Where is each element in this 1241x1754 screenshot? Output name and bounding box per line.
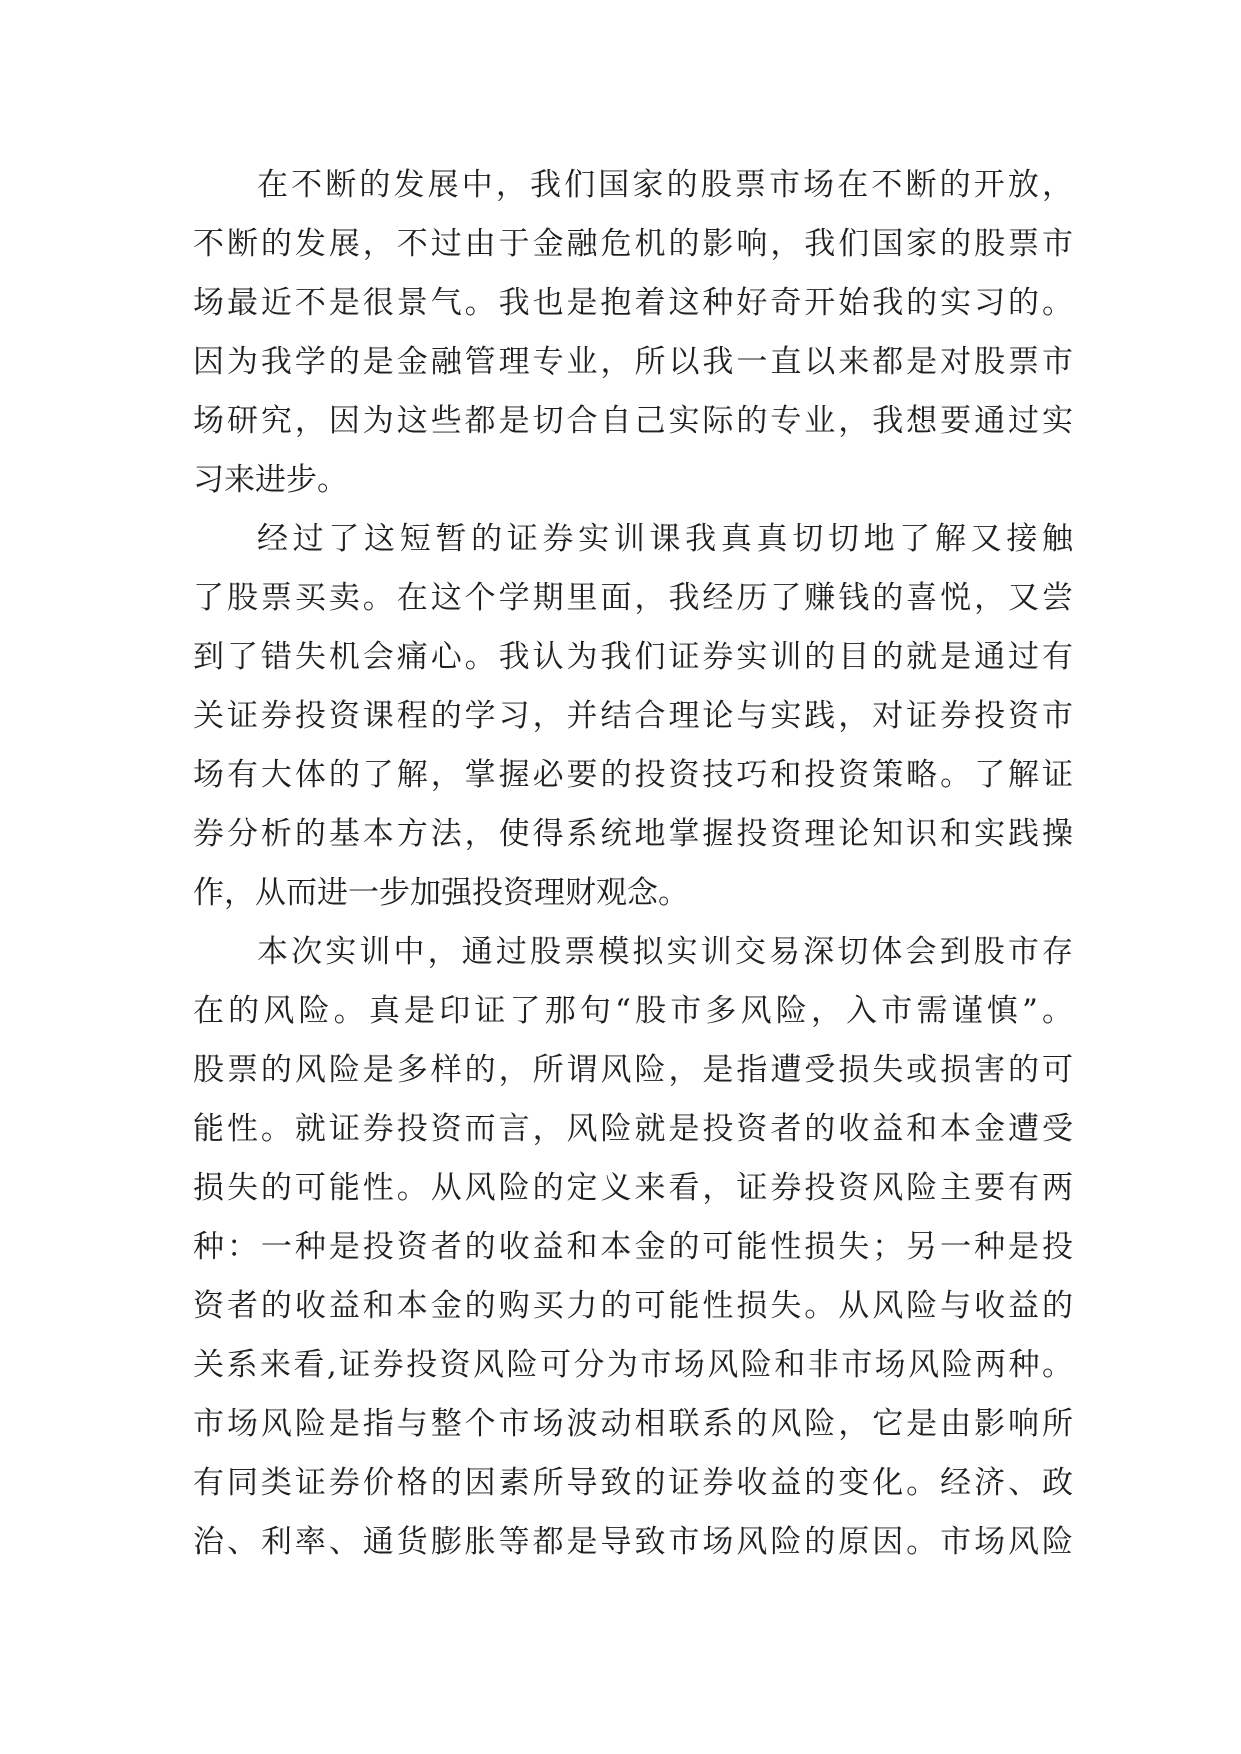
text-line: 关系来看,证券投资风险可分为市场风险和非市场风险两种。 xyxy=(193,1347,1073,1383)
text-line: 场最近不是很景气。我也是抱着这种好奇开始我的实习的。 xyxy=(193,285,1073,321)
text-line: 有同类证券价格的因素所导致的证券收益的变化。经济、政 xyxy=(193,1465,1073,1501)
text-line: 能性。就证券投资而言，风险就是投资者的收益和本金遭受 xyxy=(193,1111,1073,1147)
text-line: 习来进步。 xyxy=(193,462,348,498)
text-line: 损失的可能性。从风险的定义来看，证券投资风险主要有两 xyxy=(193,1170,1073,1206)
text-line: 种：一种是投资者的收益和本金的可能性损失；另一种是投 xyxy=(193,1229,1073,1265)
paragraph-1 xyxy=(193,156,1073,510)
text-line: 治、利率、通货膨胀等都是导致市场风险的原因。市场风险 xyxy=(193,1524,1073,1560)
text-line: 股票的风险是多样的，所谓风险，是指遭受损失或损害的可 xyxy=(193,1052,1073,1088)
text-line: 了股票买卖。在这个学期里面，我经历了赚钱的喜悦，又尝 xyxy=(193,580,1073,616)
text-line: 券分析的基本方法，使得系统地掌握投资理论知识和实践操 xyxy=(193,816,1073,852)
paragraph-3 xyxy=(193,923,1073,1572)
text-line: 在的风险。真是印证了那句“股市多风险，入市需谨慎”。 xyxy=(193,993,1073,1029)
text-line: 在不断的发展中，我们国家的股票市场在不断的开放， xyxy=(257,167,1073,203)
text-line: 本次实训中，通过股票模拟实训交易深切体会到股市存 xyxy=(257,934,1073,970)
text-line: 关证券投资课程的学习，并结合理论与实践，对证券投资市 xyxy=(193,698,1073,734)
paragraph-2 xyxy=(193,510,1073,923)
document-body xyxy=(193,156,1073,1572)
text-line: 到了错失机会痛心。我认为我们证券实训的目的就是通过有 xyxy=(193,639,1073,675)
text-line: 作，从而进一步加强投资理财观念。 xyxy=(193,875,689,911)
text-line: 市场风险是指与整个市场波动相联系的风险，它是由影响所 xyxy=(193,1406,1073,1442)
text-line: 不断的发展，不过由于金融危机的影响，我们国家的股票市 xyxy=(193,226,1073,262)
text-line: 因为我学的是金融管理专业，所以我一直以来都是对股票市 xyxy=(193,344,1073,380)
text-line: 经过了这短暂的证券实训课我真真切切地了解又接触 xyxy=(257,521,1073,557)
text-line: 场有大体的了解，掌握必要的投资技巧和投资策略。了解证 xyxy=(193,757,1073,793)
text-line: 场研究，因为这些都是切合自己实际的专业，我想要通过实 xyxy=(193,403,1073,439)
text-line: 资者的收益和本金的购买力的可能性损失。从风险与收益的 xyxy=(193,1288,1073,1324)
